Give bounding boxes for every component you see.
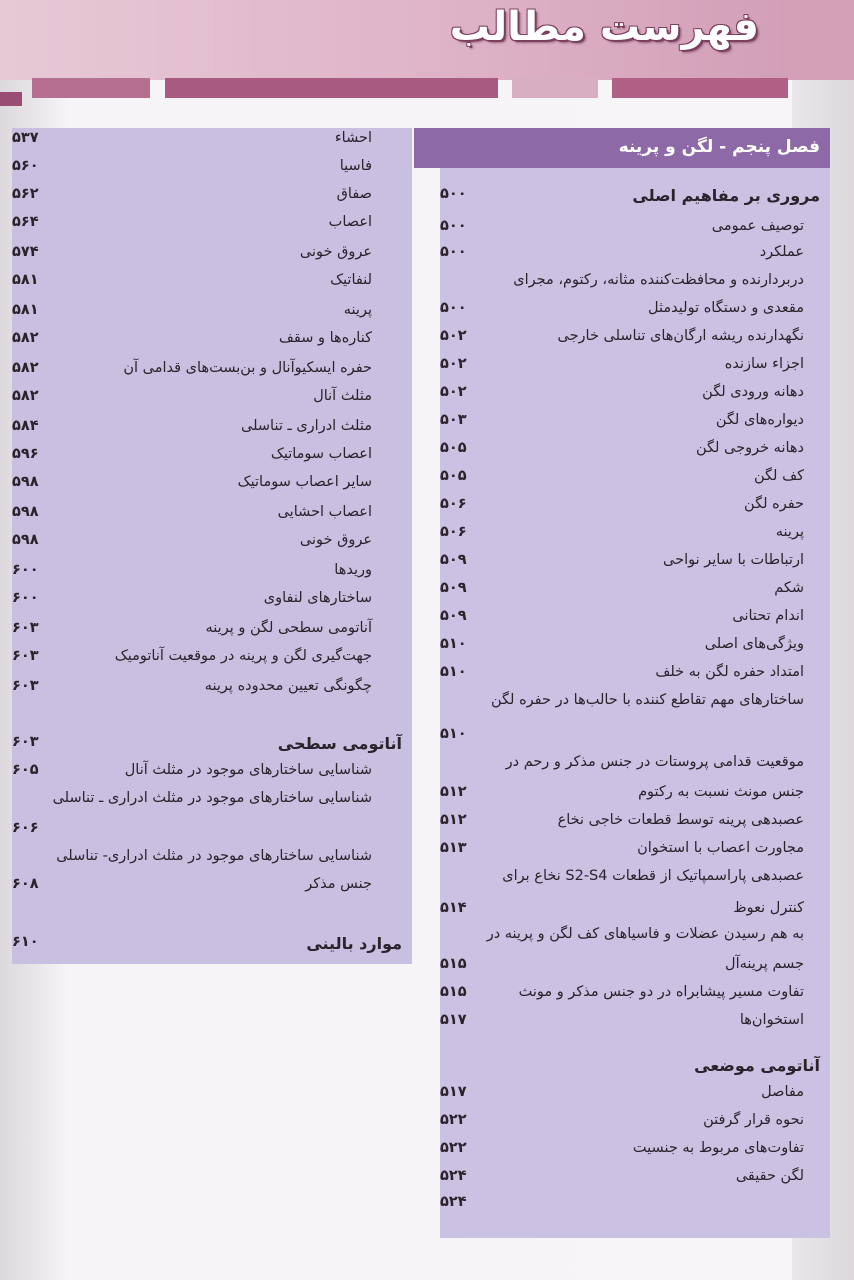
toc-entry-title: آناتومی سطحی لگن و پرینه xyxy=(205,620,372,636)
toc-entry-title: مقعدی و دستگاه تولیدمثل xyxy=(648,300,804,316)
toc-entry-title: شناسایی ساختارهای موجود در مثلث ادراری ـ تناسلی xyxy=(52,790,372,806)
toc-entry-page: ۵۰۹ xyxy=(440,608,467,624)
toc-entry-title: عملکرد xyxy=(759,244,804,260)
toc-entry-page: ۵۰۹ xyxy=(440,580,467,596)
toc-entry-title: اجزاء سازنده xyxy=(724,356,804,372)
toc-entry-page: ۵۱۲ xyxy=(440,812,467,828)
toc-entry-page: ۶۰۸ xyxy=(12,876,39,892)
toc-entry-title: استخوان‌ها xyxy=(739,1012,804,1028)
toc-entry-title: آناتومی سطحی xyxy=(277,734,402,753)
toc-entry-page: ۵۹۸ xyxy=(12,532,39,548)
toc-entry-title: مفاصل xyxy=(761,1084,804,1100)
toc-entry-page: ۵۲۲ xyxy=(440,1140,467,1156)
toc-entry-title: چگونگی تعیین محدوده پرینه xyxy=(204,678,372,694)
toc-entry-page: ۵۰۶ xyxy=(440,524,467,540)
toc-entry-page: ۵۰۰ xyxy=(440,244,467,260)
toc-entry-page: ۵۸۴ xyxy=(12,418,39,434)
toc-entry-page: ۵۰۰ xyxy=(440,186,467,202)
toc-entry-title: دیواره‌های لگن xyxy=(715,412,804,428)
toc-entry-page: ۵۸۲ xyxy=(12,330,39,346)
toc-entry-title: ساختارهای مهم تقاطع کننده با حالب‌ها در حفره لگن xyxy=(491,692,804,708)
toc-entry-title: کف لگن xyxy=(754,468,804,484)
toc-entry-page: ۶۰۵ xyxy=(12,762,39,778)
toc-entry-title: اعصاب سوماتیک xyxy=(270,446,372,462)
decor-stripe xyxy=(512,78,598,98)
toc-entry-title: مجاورت اعصاب با استخوان xyxy=(637,840,804,856)
chapter-heading: فصل پنجم - لگن و پرینه xyxy=(414,128,830,168)
toc-entry-title: شکم xyxy=(774,580,804,596)
toc-column-right xyxy=(440,128,830,1238)
toc-entry-page: ۵۰۰ xyxy=(440,218,467,234)
toc-entry-title: تفاوت مسیر پیشابراه در دو جنس مذکر و مونث xyxy=(518,984,804,1000)
toc-entry-title: مثلث ادراری ـ تناسلی xyxy=(241,418,372,434)
toc-entry-title: موارد بالینی xyxy=(306,934,402,953)
toc-entry-title: مروری بر مفاهیم اصلی xyxy=(632,186,820,205)
toc-entry-page: ۵۷۴ xyxy=(12,244,39,260)
toc-entry-page: ۵۰۹ xyxy=(440,552,467,568)
toc-entry-page: ۵۸۲ xyxy=(12,388,39,404)
toc-column-left xyxy=(12,128,412,964)
decor-stripe xyxy=(612,78,788,98)
toc-entry-title: کناره‌ها و سقف xyxy=(278,330,372,346)
toc-entry-title: تفاوت‌های مربوط به جنسیت xyxy=(632,1140,804,1156)
toc-entry-page: ۶۰۳ xyxy=(12,620,39,636)
toc-entry-title: اعصاب xyxy=(328,214,372,230)
decor-stripe xyxy=(32,78,150,98)
toc-entry-page: ۵۶۰ xyxy=(12,158,39,174)
toc-entry-title: توصیف عمومی xyxy=(711,218,804,234)
toc-entry-page: ۵۰۶ xyxy=(440,496,467,512)
toc-entry-page: ۵۲۲ xyxy=(440,1112,467,1128)
toc-entry-page: ۵۲۴ xyxy=(440,1168,467,1184)
toc-entry-page: ۵۹۶ xyxy=(12,446,39,462)
toc-entry-page: ۶۰۳ xyxy=(12,678,39,694)
toc-entry-page: ۵۰۲ xyxy=(440,384,467,400)
toc-entry-title: جسم پرینه‌آل xyxy=(725,956,804,972)
toc-entry-title: دربردارنده و محافظت‌کننده مثانه، رکتوم، مجرای xyxy=(513,272,804,288)
toc-entry-title: شناسایی ساختارهای موجود در مثلث ادراری- تناسلی xyxy=(56,848,372,864)
header-band xyxy=(0,0,854,80)
toc-entry-title: شناسایی ساختارهای موجود در مثلث آنال xyxy=(124,762,372,778)
toc-entry-title: پرینه xyxy=(343,302,372,318)
toc-entry-title: عصبدهی پرینه توسط قطعات خاجی نخاع xyxy=(557,812,804,828)
toc-entry-title: آناتومی موضعی xyxy=(694,1056,820,1075)
toc-entry-title: امتداد حفره لگن به خلف xyxy=(655,664,804,680)
toc-entry-page: ۵۱۲ xyxy=(440,784,467,800)
toc-entry-title: صفاق xyxy=(336,186,372,202)
toc-entry-page: ۵۱۰ xyxy=(440,664,467,680)
toc-entry-title: دهانه خروجی لگن xyxy=(695,440,804,456)
toc-entry-title: عروق خونی xyxy=(299,244,372,260)
toc-entry-page: ۶۰۳ xyxy=(12,648,39,664)
toc-entry-title: احشاء xyxy=(334,130,372,146)
toc-entry-page: ۵۰۲ xyxy=(440,356,467,372)
toc-entry-page: ۵۸۱ xyxy=(12,302,39,318)
toc-entry-title: نگهدارنده ریشه ارگان‌های تناسلی خارجی xyxy=(557,328,804,344)
toc-entry-page: ۶۰۶ xyxy=(12,820,39,836)
page-edge-top xyxy=(792,0,854,80)
toc-entry-page: ۵۱۴ xyxy=(440,900,467,916)
toc-entry-title: کنترل نعوظ xyxy=(733,900,804,916)
toc-entry-title: فاسیا xyxy=(339,158,372,174)
toc-entry-title: سایر اعصاب سوماتیک xyxy=(237,474,372,490)
toc-entry-page: ۶۱۰ xyxy=(12,934,39,950)
toc-entry-title: نحوه قرار گرفتن xyxy=(703,1112,804,1128)
toc-entry-title: عصبدهی پاراسمپاتیک از قطعات S2-S4 نخاع برای xyxy=(502,868,804,884)
toc-entry-title: مثلث آنال xyxy=(313,388,372,404)
toc-entry-title: موقعیت قدامی پروستات در جنس مذکر و رحم در xyxy=(505,754,804,770)
toc-entry-page: ۵۶۲ xyxy=(12,186,39,202)
toc-entry-title: عروق خونی xyxy=(299,532,372,548)
toc-entry-page: ۵۱۰ xyxy=(440,726,467,742)
toc-entry-title: ارتباطات با سایر نواحی xyxy=(663,552,804,568)
toc-entry-page: ۵۱۵ xyxy=(440,984,467,1000)
toc-entry-title: به هم رسیدن عضلات و فاسیاهای کف لگن و پرینه در xyxy=(486,926,804,942)
toc-entry-title: لگن حقیقی xyxy=(735,1168,804,1184)
toc-entry-page: ۵۰۲ xyxy=(440,328,467,344)
toc-entry-title: لنفاتیک xyxy=(330,272,372,288)
toc-entry-page: ۵۱۵ xyxy=(440,956,467,972)
toc-entry-page: ۵۰۵ xyxy=(440,468,467,484)
toc-entry-page: ۶۰۰ xyxy=(12,590,39,606)
toc-entry-title: ویژگی‌های اصلی xyxy=(704,636,804,652)
toc-entry-title: اعصاب احشایی xyxy=(277,504,372,520)
toc-entry-title: وریدها xyxy=(334,562,372,578)
toc-entry-page: ۵۱۰ xyxy=(440,636,467,652)
toc-entry-page: ۶۰۳ xyxy=(12,734,39,750)
toc-entry-title: پرینه xyxy=(775,524,804,540)
toc-entry-page: ۵۱۷ xyxy=(440,1084,467,1100)
toc-entry-page: ۵۲۴ xyxy=(440,1194,467,1210)
toc-entry-page: ۵۸۱ xyxy=(12,272,39,288)
toc-entry-page: ۵۸۲ xyxy=(12,360,39,376)
toc-entry-title: حفره لگن xyxy=(744,496,804,512)
toc-entry-title: اندام تحتانی xyxy=(732,608,804,624)
toc-entry-page: ۵۳۷ xyxy=(12,130,39,146)
toc-entry-page: ۵۶۴ xyxy=(12,214,39,230)
decor-stripe xyxy=(0,92,22,106)
toc-entry-page: ۵۰۰ xyxy=(440,300,467,316)
toc-entry-page: ۵۰۳ xyxy=(440,412,467,428)
toc-entry-title: ساختارهای لنفاوی xyxy=(263,590,372,606)
toc-entry-page: ۵۹۸ xyxy=(12,504,39,520)
decor-stripe xyxy=(165,78,498,98)
toc-entry-page: ۵۱۳ xyxy=(440,840,467,856)
page-title: فهرست مطالب xyxy=(449,4,759,50)
toc-entry-title: جهت‌گیری لگن و پرینه در موقعیت آناتومیک xyxy=(114,648,372,664)
toc-entry-page: ۶۰۰ xyxy=(12,562,39,578)
toc-entry-page: ۵۰۵ xyxy=(440,440,467,456)
toc-entry-title: دهانه ورودی لگن xyxy=(702,384,804,400)
toc-entry-title: جنس مونث نسبت به رکتوم xyxy=(638,784,804,800)
toc-entry-title: حفره ایسکیوآنال و بن‌بست‌های قدامی آن xyxy=(123,360,372,376)
toc-entry-title: جنس مذکر xyxy=(305,876,372,892)
toc-entry-page: ۵۹۸ xyxy=(12,474,39,490)
toc-entry-page: ۵۱۷ xyxy=(440,1012,467,1028)
